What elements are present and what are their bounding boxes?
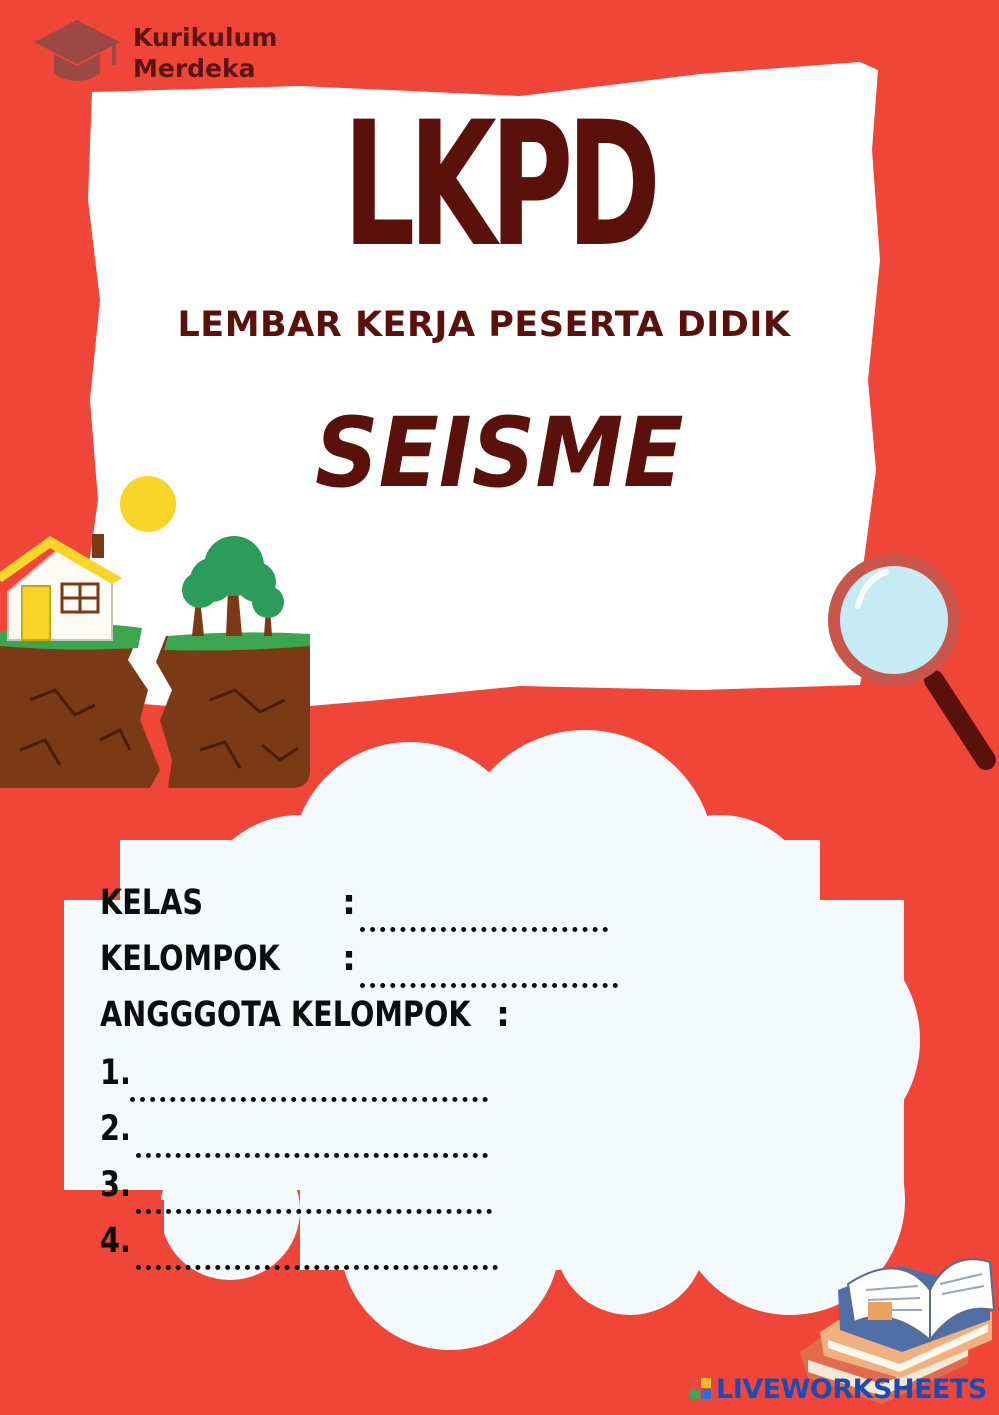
page-title: LKPD xyxy=(342,84,655,285)
brand-line-2: Merdeka xyxy=(133,54,256,83)
page-subtitle: LEMBAR KERJA PESERTA DIDIK xyxy=(177,305,791,345)
topic-title: SEISME xyxy=(314,397,684,509)
member-number: 1. xyxy=(100,1053,131,1093)
member-number: 4. xyxy=(100,1221,131,1261)
class-label: KELAS xyxy=(100,883,204,923)
members-label: ANGGGOTA KELOMPOK xyxy=(100,995,471,1035)
group-separator: : xyxy=(342,939,356,979)
liveworksheets-logo-icon xyxy=(690,1378,712,1400)
members-separator: : xyxy=(496,995,510,1035)
member-number: 2. xyxy=(100,1109,131,1149)
member-number: 3. xyxy=(100,1165,131,1205)
class-separator: : xyxy=(342,883,356,923)
watermark-text: LIVEWORKSHEETS xyxy=(716,1374,987,1405)
group-label: KELOMPOK xyxy=(100,939,280,979)
brand-line-1: Kurikulum xyxy=(133,23,278,52)
